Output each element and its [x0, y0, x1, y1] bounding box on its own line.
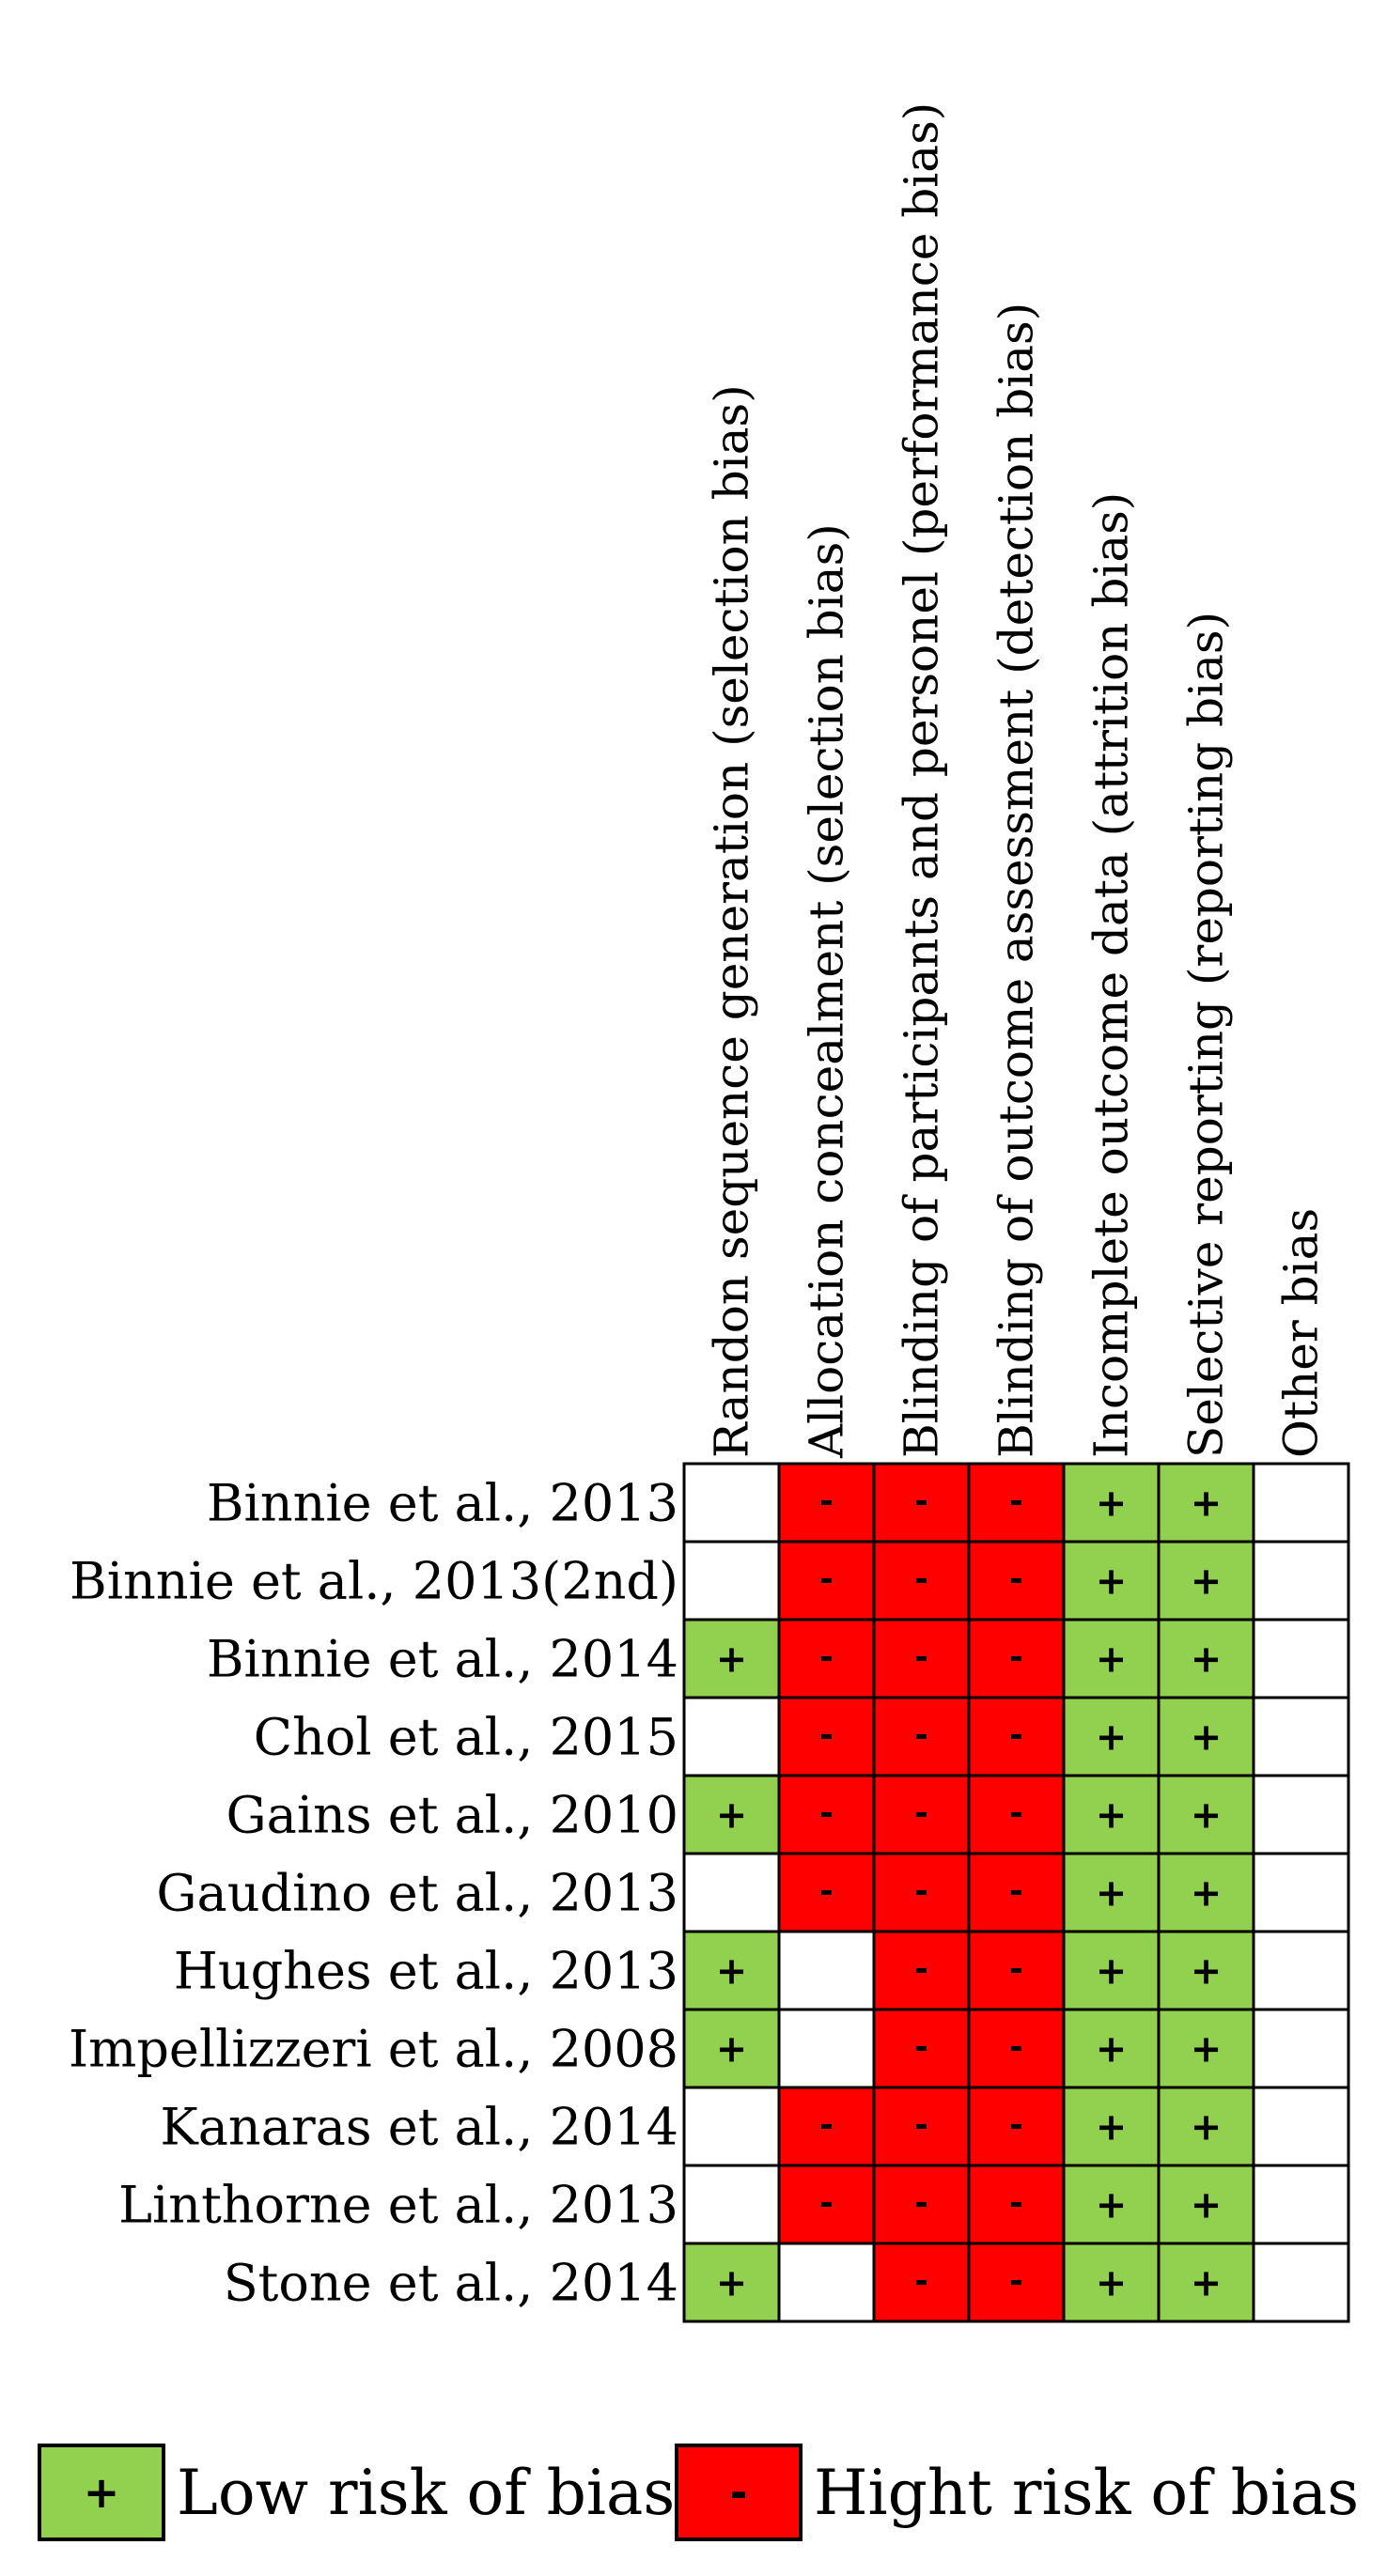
plus-mark: +	[1095, 2027, 1128, 2072]
minus-mark: -	[1009, 2027, 1023, 2067]
unrated-cell	[1254, 1698, 1348, 1776]
study-label: Chol et al., 2015	[253, 1707, 678, 1767]
unrated-cell	[779, 2010, 874, 2087]
minus-mark: -	[914, 1871, 928, 1911]
unrated-cell	[1254, 1854, 1348, 1932]
study-label: Impellizzeri et al., 2008	[68, 2019, 678, 2079]
column-label: Selective reporting (reporting bias)	[1178, 611, 1234, 1458]
plus-mark: +	[715, 1637, 748, 1682]
plus-mark: +	[1095, 1482, 1128, 1526]
unrated-cell	[1254, 2165, 1348, 2243]
minus-mark: -	[1009, 1482, 1023, 1521]
minus-mark: -	[819, 2105, 834, 2145]
plus-mark: +	[1095, 1871, 1128, 1916]
unrated-cell	[684, 2087, 779, 2165]
minus-mark: -	[1009, 1949, 1023, 1989]
unrated-cell	[779, 1932, 874, 2010]
minus-mark: -	[914, 2027, 928, 2067]
plus-mark: +	[715, 1793, 748, 1838]
unrated-cell	[1254, 2243, 1348, 2321]
plus-mark: +	[1095, 2105, 1128, 2149]
study-label: Gaudino et al., 2013	[156, 1863, 678, 1923]
row-labels	[69, 1474, 678, 2313]
minus-mark: -	[1009, 1715, 1023, 1755]
minus-mark: -	[819, 1793, 834, 1833]
plus-mark: +	[1190, 2027, 1223, 2072]
plus-mark: +	[1190, 1793, 1223, 1838]
minus-mark: -	[914, 2105, 928, 2145]
plus-mark: +	[1190, 1715, 1223, 1760]
minus-mark: -	[819, 2183, 834, 2223]
minus-mark: -	[914, 1482, 928, 1521]
column-label: Randon sequence generation (selection bias)	[704, 384, 759, 1458]
legend-low-label: Low risk of bias	[177, 2457, 676, 2529]
plus-mark: +	[1190, 1871, 1223, 1916]
plus-mark: +	[1190, 2261, 1223, 2305]
study-label: Linthorne et al., 2013	[118, 2175, 678, 2235]
minus-mark: -	[1009, 2183, 1023, 2223]
unrated-cell	[684, 1542, 779, 1620]
minus-mark: -	[914, 1949, 928, 1989]
minus-mark: -	[819, 1560, 834, 1599]
unrated-cell	[1254, 2087, 1348, 2165]
study-label: Kanaras et al., 2014	[160, 2097, 678, 2157]
study-label: Hughes et al., 2013	[173, 1941, 678, 2001]
minus-mark: -	[819, 1871, 834, 1911]
minus-mark: -	[914, 1637, 928, 1677]
minus-mark: -	[914, 1560, 928, 1599]
unrated-cell	[1254, 1776, 1348, 1854]
column-label: Other bias	[1273, 1207, 1329, 1458]
minus-mark: -	[914, 1793, 928, 1833]
legend	[39, 2445, 1359, 2539]
plus-mark: +	[1095, 1715, 1128, 1760]
unrated-cell	[684, 1854, 779, 1932]
unrated-cell	[684, 1698, 779, 1776]
plus-mark: +	[1095, 1560, 1128, 1604]
column-label: Allocation concealment (selection bias)	[799, 523, 854, 1458]
study-label: Gains et al., 2010	[226, 1785, 678, 1845]
column-labels	[705, 102, 1329, 1459]
minus-mark: -	[1009, 1793, 1023, 1833]
minus-mark: -	[1009, 2261, 1023, 2301]
plus-mark: +	[715, 2261, 748, 2305]
unrated-cell	[684, 2165, 779, 2243]
plus-mark: +	[715, 2027, 748, 2072]
minus-mark: -	[1009, 1637, 1023, 1677]
unrated-cell	[1254, 2010, 1348, 2087]
minus-mark: -	[1009, 1560, 1023, 1599]
column-label: Incomplete outcome data (attrition bias)	[1083, 491, 1139, 1458]
unrated-cell	[1254, 1542, 1348, 1620]
minus-mark: -	[1009, 1871, 1023, 1911]
unrated-cell	[1254, 1620, 1348, 1698]
minus-mark: -	[1009, 2105, 1023, 2145]
plus-mark: +	[715, 1949, 748, 1994]
study-label: Binnie et al., 2014	[206, 1629, 678, 1689]
column-label: Blinding of participants and personel (performance bias)	[894, 101, 949, 1458]
plus-mark: +	[1190, 1482, 1223, 1526]
minus-mark: -	[819, 1637, 834, 1677]
minus-mark: -	[914, 2261, 928, 2301]
plus-mark: +	[1095, 1949, 1128, 1994]
study-label: Stone et al., 2014	[223, 2253, 678, 2313]
minus-mark: -	[819, 1715, 834, 1755]
plus-mark: +	[1190, 1637, 1223, 1682]
plus-mark: +	[1190, 1560, 1223, 1604]
unrated-cell	[1254, 1464, 1348, 1542]
legend-high-label: Hight risk of bias	[814, 2457, 1360, 2529]
study-label: Binnie et al., 2013(2nd)	[70, 1551, 678, 1611]
plus-mark: +	[1095, 1637, 1128, 1682]
rating-grid	[684, 1464, 1348, 2321]
unrated-cell	[1254, 1932, 1348, 2010]
plus-mark: +	[1190, 1949, 1223, 1994]
plus-mark: +	[1190, 2183, 1223, 2227]
legend-plus-mark: +	[83, 2467, 120, 2518]
plus-mark: +	[1095, 2183, 1128, 2227]
plus-mark: +	[1095, 2261, 1128, 2305]
legend-minus-mark: -	[729, 2467, 748, 2518]
minus-mark: -	[914, 2183, 928, 2223]
plus-mark: +	[1095, 1793, 1128, 1838]
column-label: Blinding of outcome assessment (detection bias)	[989, 302, 1044, 1458]
study-label: Binnie et al., 2013	[206, 1473, 678, 1533]
plus-mark: +	[1190, 2105, 1223, 2149]
unrated-cell	[684, 1464, 779, 1542]
minus-mark: -	[914, 1715, 928, 1755]
unrated-cell	[779, 2243, 874, 2321]
minus-mark: -	[819, 1482, 834, 1521]
